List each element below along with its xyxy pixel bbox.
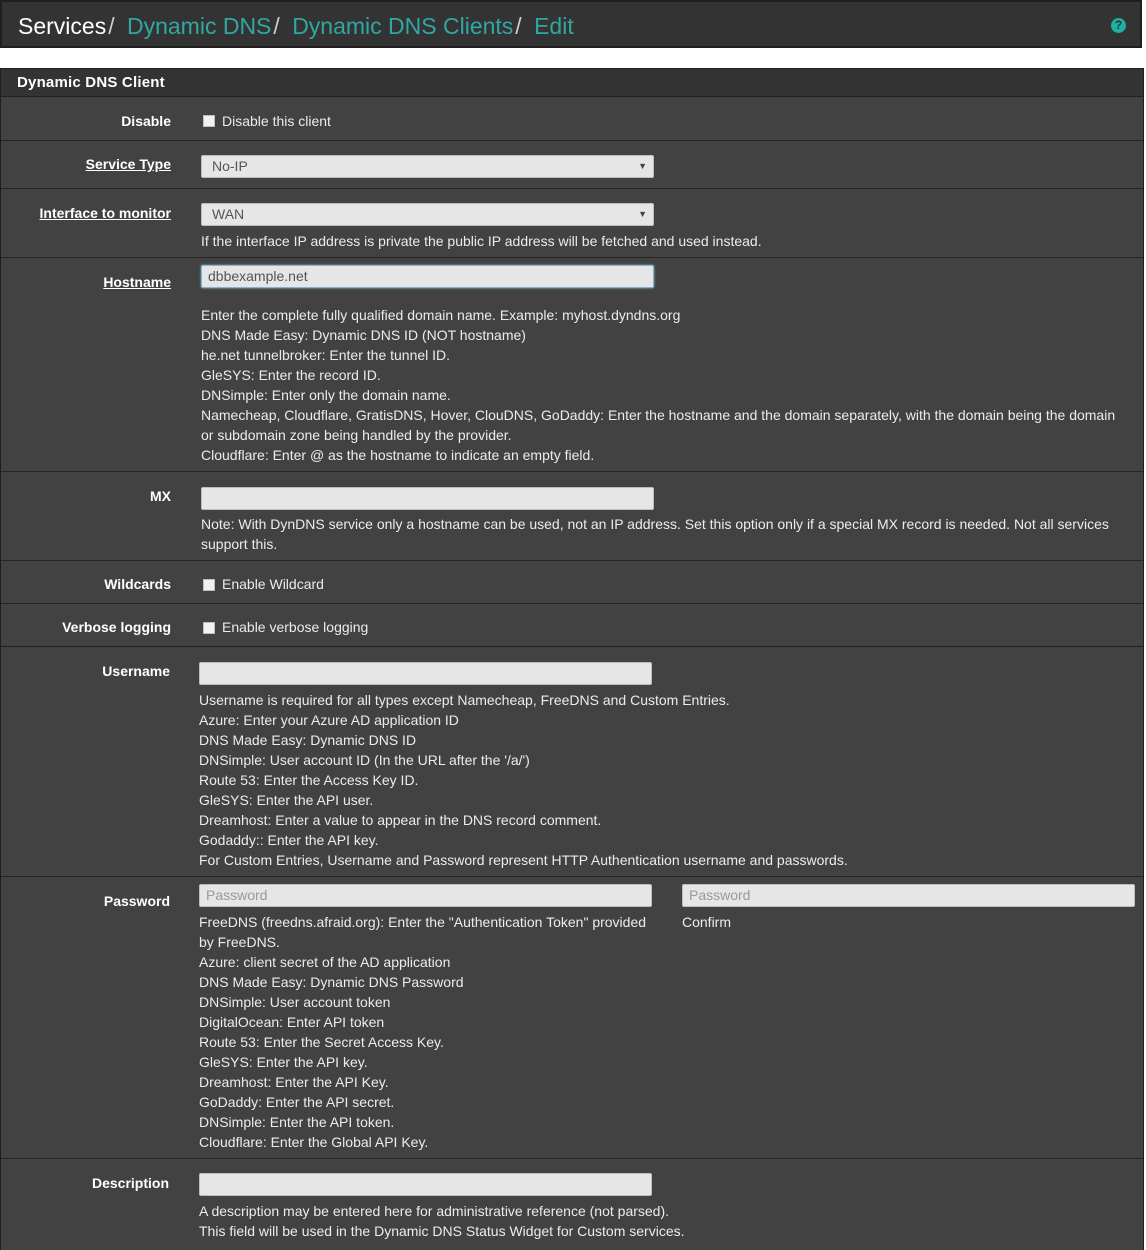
mx-help: Note: With DynDNS service only a hostname can be used, not an IP address. Set this option only if a special MX record is needed. Not all services support this. bbox=[201, 516, 1109, 552]
dynamic-dns-client-panel-continued bbox=[0, 647, 1144, 1250]
help-line: DigitalOcean: Enter API token bbox=[199, 1014, 385, 1030]
description-label: Description bbox=[91, 1175, 169, 1191]
interface-label[interactable]: Interface to monitor bbox=[39, 205, 171, 221]
verbose-logging-label: Verbose logging bbox=[62, 619, 171, 635]
help-line: DNSimple: User account ID (In the URL after the '/a/') bbox=[199, 752, 530, 768]
help-line: Godaddy:: Enter the API key. bbox=[199, 832, 379, 848]
breadcrumb-bar bbox=[0, 0, 1142, 48]
mx-input[interactable] bbox=[201, 487, 654, 510]
help-line: GleSYS: Enter the record ID. bbox=[201, 367, 381, 383]
wildcard-checkbox-label[interactable]: Enable Wildcard bbox=[222, 576, 324, 592]
wildcard-checkbox[interactable] bbox=[203, 579, 215, 591]
hostname-row bbox=[1, 258, 1143, 472]
breadcrumb-services: Services bbox=[18, 13, 107, 39]
mx-label: MX bbox=[150, 488, 171, 504]
help-line: DNS Made Easy: Dynamic DNS ID (NOT hostname) bbox=[201, 327, 526, 343]
help-line: A description may be entered here for administrative reference (not parsed). bbox=[199, 1203, 670, 1219]
dynamic-dns-client-panel bbox=[0, 68, 1144, 647]
password-label: Password bbox=[103, 893, 170, 909]
help-line: Dreamhost: Enter a value to appear in the DNS record comment. bbox=[199, 812, 602, 828]
username-help bbox=[199, 690, 1119, 870]
verbose-logging-checkbox-label[interactable]: Enable verbose logging bbox=[222, 619, 369, 635]
breadcrumb-separator: / bbox=[108, 13, 115, 39]
help-line: DNSimple: Enter the API token. bbox=[199, 1114, 395, 1130]
caret-down-icon: ▼ bbox=[638, 161, 647, 171]
breadcrumb bbox=[18, 13, 574, 39]
interface-row bbox=[1, 189, 1143, 258]
caret-down-icon: ▼ bbox=[638, 209, 647, 219]
verbose-logging-row bbox=[1, 604, 1143, 647]
description-input[interactable] bbox=[199, 1173, 652, 1196]
breadcrumb-separator: / bbox=[515, 13, 522, 39]
help-line: DNS Made Easy: Dynamic DNS Password bbox=[199, 974, 464, 990]
help-line: Azure: Enter your Azure AD application ID bbox=[199, 712, 459, 728]
password-confirm-input[interactable] bbox=[682, 884, 1135, 907]
hostname-value: dbbexample.net bbox=[208, 268, 308, 284]
help-line: Enter the complete fully qualified domain name. Example: myhost.dyndns.org bbox=[201, 307, 681, 323]
breadcrumb-edit[interactable]: Edit bbox=[534, 13, 574, 39]
verbose-logging-checkbox[interactable] bbox=[203, 622, 215, 634]
help-line: DNSimple: User account token bbox=[199, 994, 391, 1010]
breadcrumb-dynamic-dns-clients[interactable]: Dynamic DNS Clients bbox=[292, 13, 514, 39]
help-line: Cloudflare: Enter the Global API Key. bbox=[199, 1134, 429, 1150]
hostname-label[interactable]: Hostname bbox=[103, 274, 171, 290]
hostname-input[interactable] bbox=[201, 265, 654, 288]
service-type-label[interactable]: Service Type bbox=[85, 156, 171, 172]
password-confirm-placeholder: Password bbox=[689, 887, 751, 903]
password-confirm-label: Confirm bbox=[682, 914, 732, 930]
service-type-row bbox=[1, 141, 1143, 189]
question-circle-icon[interactable]: ? bbox=[1111, 18, 1126, 33]
help-line: GoDaddy: Enter the API secret. bbox=[199, 1094, 395, 1110]
disable-checkbox[interactable] bbox=[203, 115, 215, 127]
interface-value: WAN bbox=[212, 206, 245, 222]
wildcards-label: Wildcards bbox=[104, 576, 171, 592]
wildcards-row bbox=[1, 561, 1143, 604]
service-type-value: No-IP bbox=[212, 158, 248, 174]
breadcrumb-dynamic-dns[interactable]: Dynamic DNS bbox=[126, 13, 272, 39]
help-line: DNS Made Easy: Dynamic DNS ID bbox=[199, 732, 417, 748]
help-line: Route 53: Enter the Access Key ID. bbox=[199, 772, 419, 788]
breadcrumb-separator: / bbox=[273, 13, 280, 39]
disable-row bbox=[1, 97, 1143, 141]
username-label: Username bbox=[102, 663, 170, 679]
help-line: Route 53: Enter the Secret Access Key. bbox=[199, 1034, 444, 1050]
disable-checkbox-label[interactable]: Disable this client bbox=[222, 113, 331, 129]
help-line: This field will be used in the Dynamic DNS Status Widget for Custom services. bbox=[199, 1223, 685, 1239]
help-line: Dreamhost: Enter the API Key. bbox=[199, 1074, 389, 1090]
username-input[interactable] bbox=[199, 662, 652, 685]
password-row bbox=[1, 877, 1143, 1159]
service-type-select[interactable] bbox=[201, 155, 654, 178]
password-placeholder: Password bbox=[206, 887, 268, 903]
help-line: DNSimple: Enter only the domain name. bbox=[201, 387, 451, 403]
description-help bbox=[199, 1201, 1119, 1241]
help-line: GleSYS: Enter the API user. bbox=[199, 792, 374, 808]
help-line: he.net tunnelbroker: Enter the tunnel ID. bbox=[201, 347, 451, 363]
help-line: GleSYS: Enter the API key. bbox=[199, 1054, 368, 1070]
mx-row bbox=[1, 472, 1143, 561]
help-line: For Custom Entries, Username and Password represent HTTP Authentication username and passwords. bbox=[199, 852, 848, 868]
interface-help: If the interface IP address is private the public IP address will be fetched and used instead. bbox=[201, 233, 762, 249]
password-input[interactable] bbox=[199, 884, 652, 907]
help-line: Namecheap, Cloudflare, GratisDNS, Hover, ClouDNS, GoDaddy: Enter the hostname and the domain separately, with the domain being the domain or subdomain zone being handled by the provider. bbox=[201, 407, 1116, 443]
help-line: FreeDNS (freedns.afraid.org): Enter the "Authentication Token" provided by FreeDNS. bbox=[199, 914, 647, 950]
disable-label: Disable bbox=[121, 113, 171, 129]
help-line: Azure: client secret of the AD application bbox=[199, 954, 451, 970]
interface-select[interactable] bbox=[201, 203, 654, 226]
description-row bbox=[1, 1159, 1143, 1250]
help-line: Username is required for all types except Namecheap, FreeDNS and Custom Entries. bbox=[199, 692, 730, 708]
help-line: Cloudflare: Enter @ as the hostname to indicate an empty field. bbox=[201, 447, 595, 463]
panel-title: Dynamic DNS Client bbox=[1, 69, 1143, 97]
hostname-help bbox=[201, 305, 1131, 465]
password-help bbox=[199, 912, 654, 1152]
username-row bbox=[1, 647, 1143, 877]
